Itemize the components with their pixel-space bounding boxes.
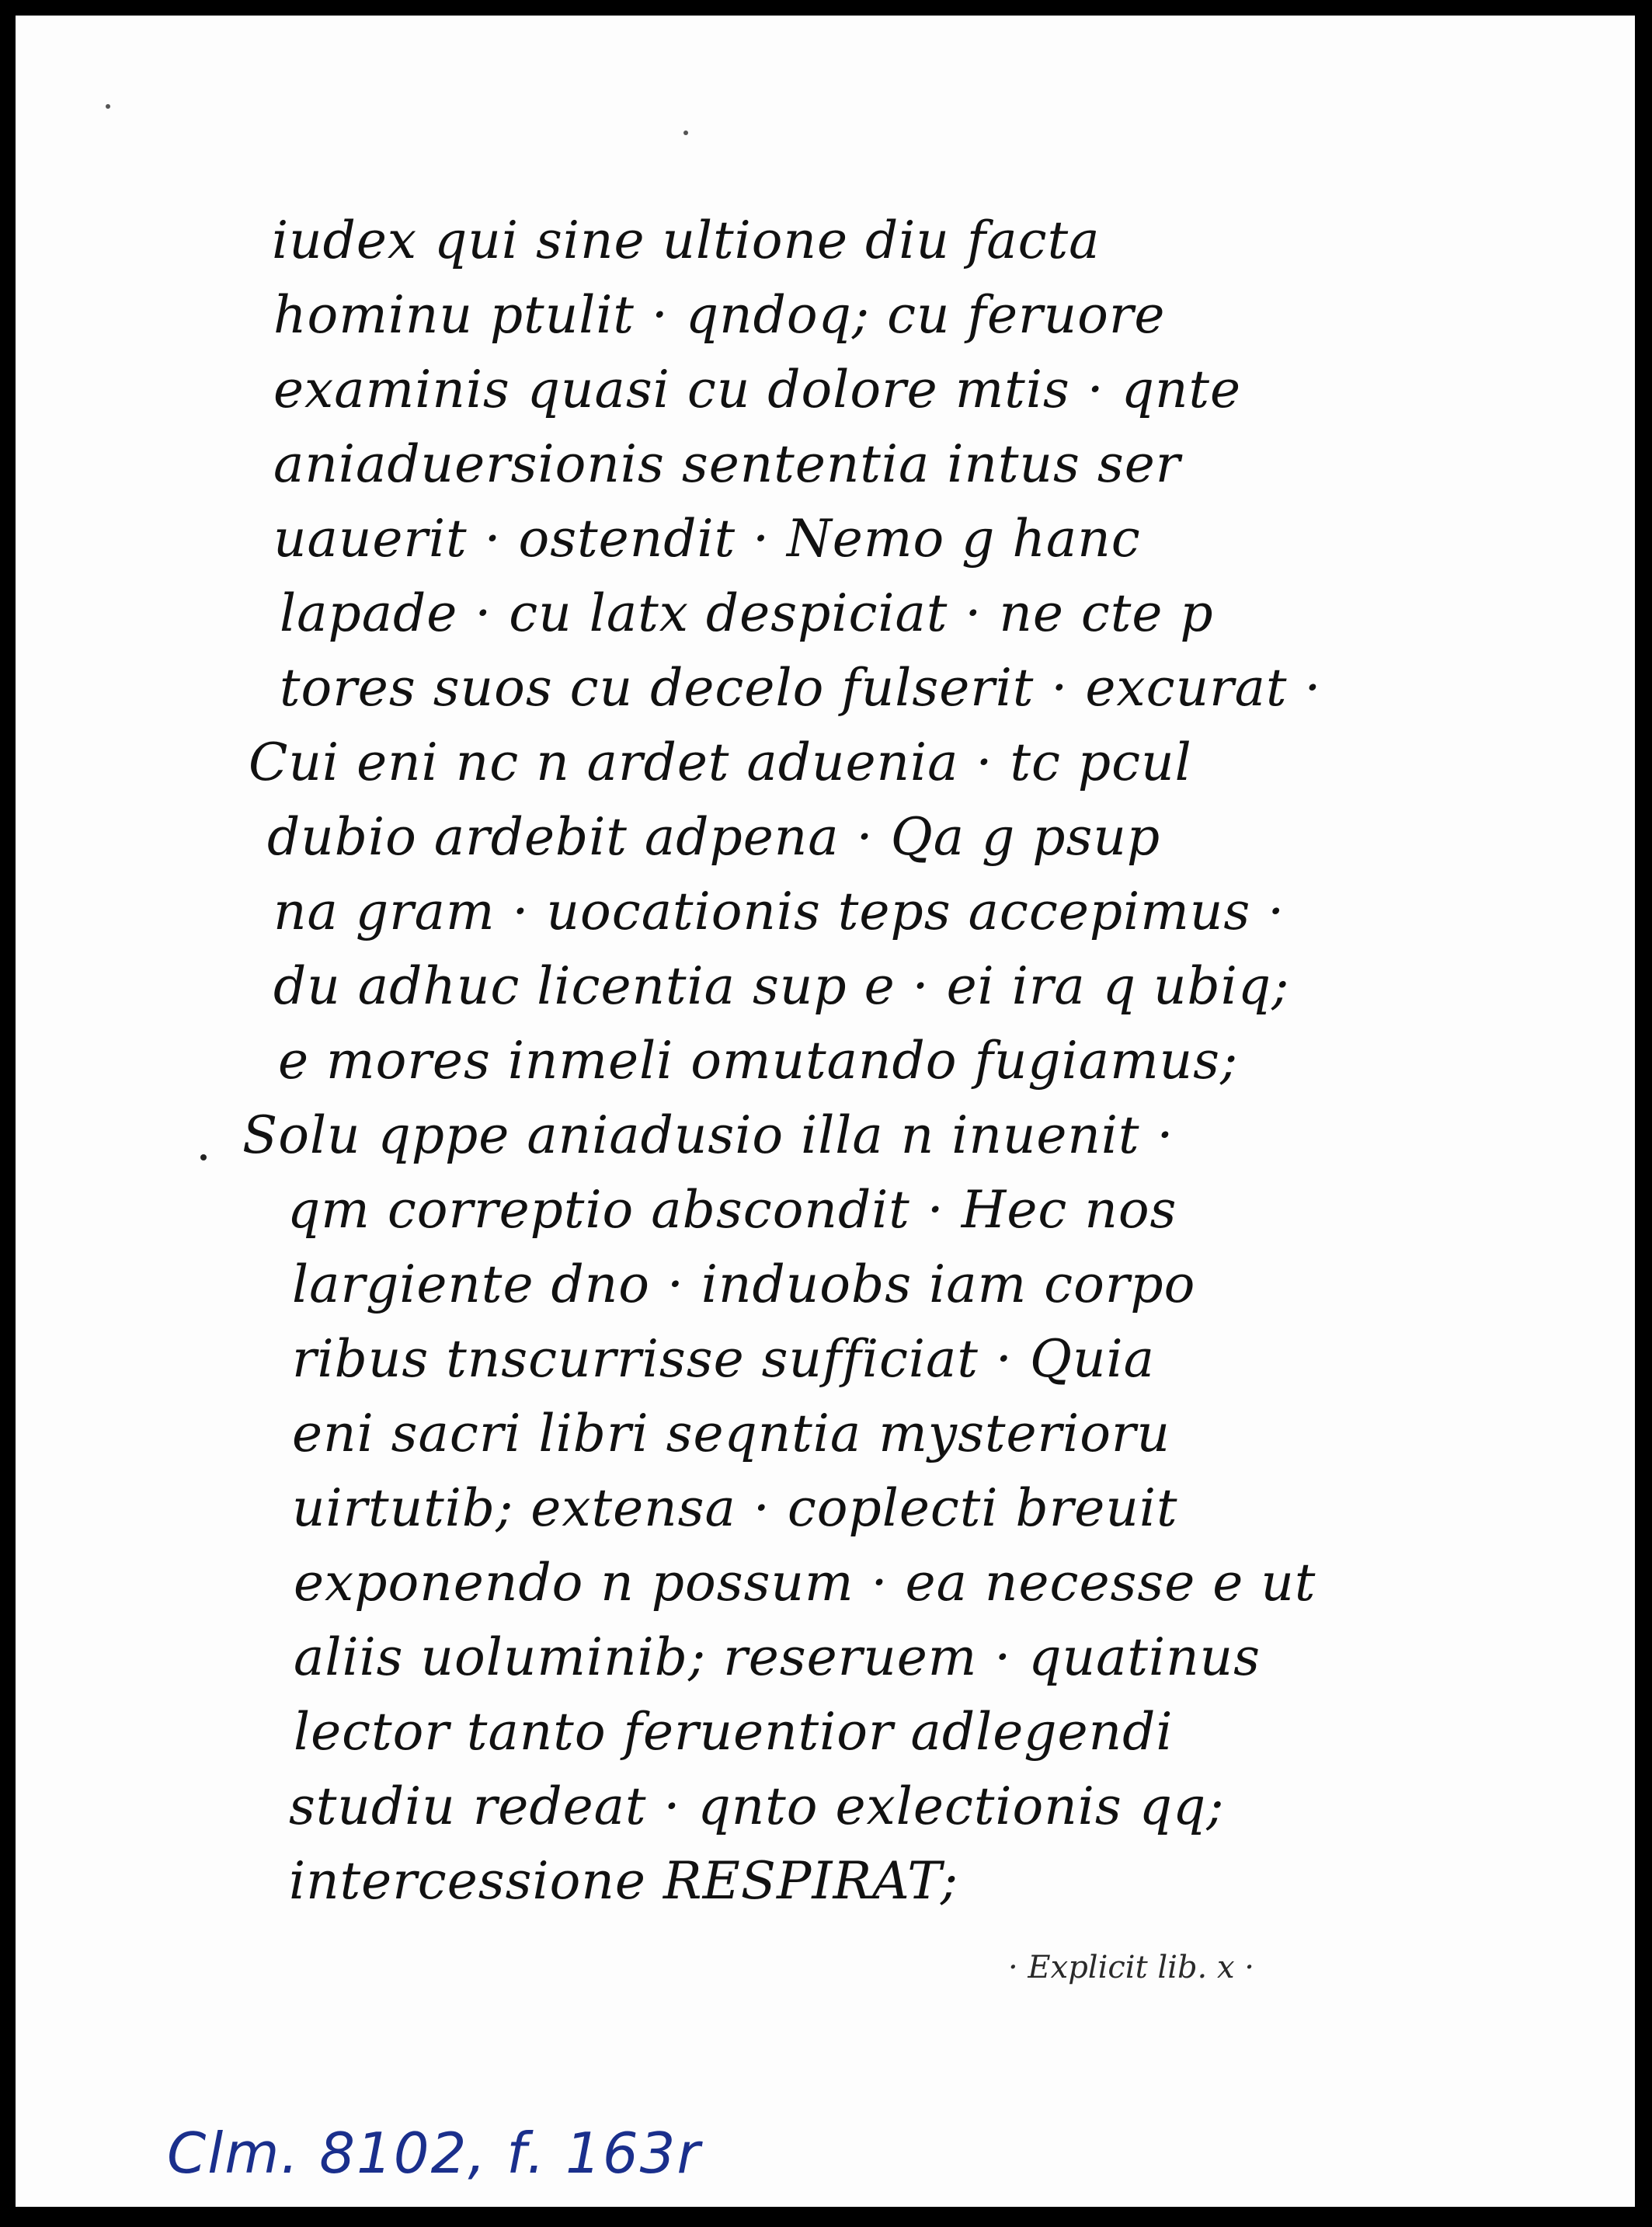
manuscript-line: Cui eni nc n ardet aduenia · tc pcul — [249, 732, 1192, 792]
manuscript-line: lapade · cu latx despiciat · ne cte p — [280, 583, 1214, 643]
manuscript-line: tores suos cu decelo fulserit · excurat · — [280, 658, 1322, 718]
manuscript-line: eni sacri libri seqntia mysterioru — [292, 1404, 1170, 1463]
manuscript-line: studiu redeat · qnto exlectionis qq; — [289, 1776, 1225, 1836]
dust-speck — [106, 104, 110, 109]
manuscript-line: hominu ptulit · qndoq; cu feruore — [273, 285, 1166, 345]
manuscript-line: examinis quasi cu dolore mtis · qnte — [273, 360, 1242, 419]
manuscript-line: largiente dno · induobs iam corpo — [292, 1254, 1196, 1314]
manuscript-line: na gram · uocationis teps accepimus · — [273, 882, 1285, 941]
manuscript-line: uauerit · ostendit · Nemo g hanc — [273, 509, 1141, 569]
dust-speck — [683, 130, 688, 135]
manuscript-line: dubio ardebit adpena · Qa g psup — [267, 807, 1161, 867]
manuscript-line: iudex qui sine ultione diu facta — [272, 211, 1101, 270]
manuscript-line: ribus tnscurrisse sufficiat · Quia — [292, 1329, 1155, 1389]
manuscript-line: exponendo n possum · ea necesse e ut — [294, 1553, 1316, 1613]
manuscript-line: Solu qppe aniadusio illa n inuenit · — [242, 1105, 1174, 1165]
margin-dot — [200, 1154, 207, 1160]
manuscript-line: du adhuc licentia sup e · ei ira q ubiq; — [273, 956, 1290, 1016]
manuscript-line: aliis uoluminib; reseruem · quatinus — [294, 1627, 1261, 1687]
shelfmark-annotation: Clm. 8102, f. 163r — [167, 2121, 702, 2186]
manuscript-line: e mores inmeli omutando fugiamus; — [278, 1031, 1239, 1091]
manuscript-line: intercessione RESPIRAT; — [289, 1851, 959, 1911]
manuscript-line: lector tanto feruentior adlegendi — [294, 1702, 1174, 1762]
manuscript-line: qm correptio abscondit · Hec nos — [287, 1180, 1177, 1240]
manuscript-line: aniaduersionis sententia intus ser — [273, 434, 1181, 494]
manuscript-line: uirtutib; extensa · coplecti breuit — [292, 1478, 1178, 1538]
explicit-note: · Explicit lib. x · — [1008, 1950, 1254, 1985]
